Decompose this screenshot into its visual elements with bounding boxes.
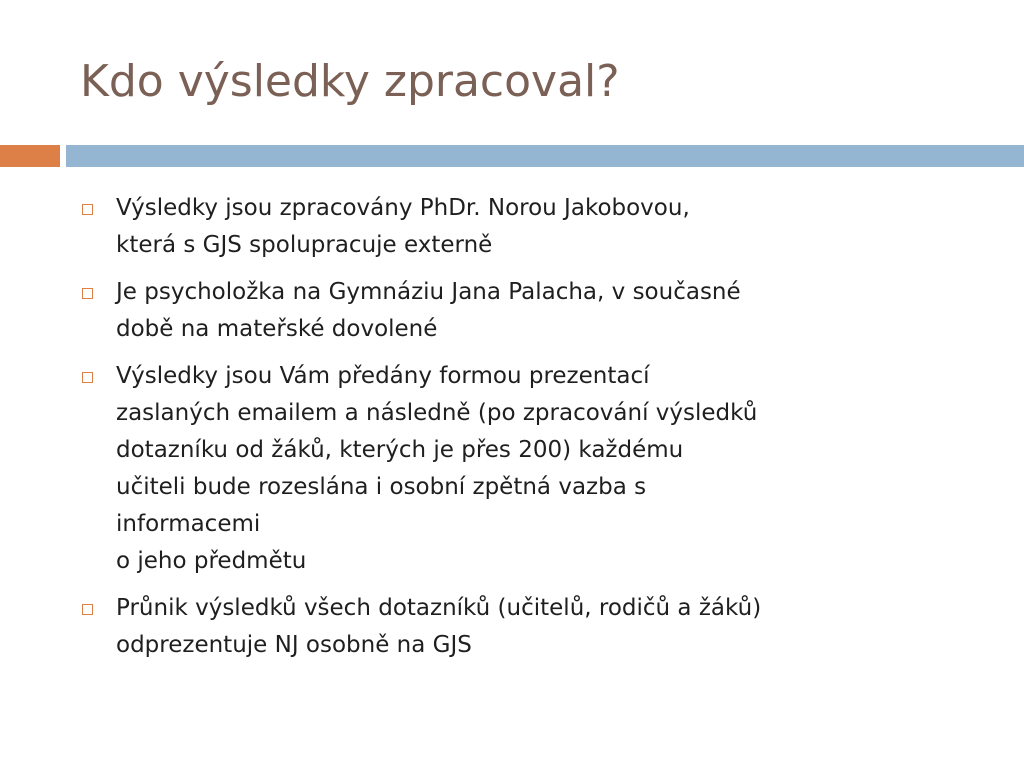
bullet-list bbox=[80, 190, 980, 674]
bullet-line: zaslaných emailem a následně (po zpracování výsledků bbox=[116, 400, 758, 426]
hollow-square-icon bbox=[82, 288, 93, 299]
bullet-item bbox=[80, 590, 980, 664]
bullet-line: o jeho předmětu bbox=[116, 548, 307, 574]
bullet-item bbox=[80, 358, 980, 580]
hollow-square-icon bbox=[82, 604, 93, 615]
bullet-item bbox=[80, 190, 980, 264]
hollow-square-icon bbox=[82, 372, 93, 383]
bullet-item bbox=[80, 274, 980, 348]
accent-band-blue bbox=[66, 145, 1024, 167]
bullet-line: Výsledky jsou Vám předány formou prezentací bbox=[116, 363, 650, 389]
bullet-line: informacemi bbox=[116, 511, 261, 537]
bullet-line: Je psycholožka na Gymnáziu Jana Palacha, v současné bbox=[116, 279, 741, 305]
hollow-square-icon bbox=[82, 204, 93, 215]
bullet-line: učiteli bude rozeslána i osobní zpětná vazba s bbox=[116, 474, 647, 500]
bullet-line: Průnik výsledků všech dotazníků (učitelů, rodičů a žáků) bbox=[116, 595, 762, 621]
bullet-line: odprezentuje NJ osobně na GJS bbox=[116, 632, 472, 658]
bullet-line: dotazníku od žáků, kterých je přes 200) každému bbox=[116, 437, 684, 463]
bullet-line: Výsledky jsou zpracovány PhDr. Norou Jakobovou, bbox=[116, 195, 690, 221]
bullet-line: době na mateřské dovolené bbox=[116, 316, 438, 342]
bullet-line: která s GJS spolupracuje externě bbox=[116, 232, 493, 258]
accent-band-orange bbox=[0, 145, 60, 167]
slide-title: Kdo výsledky zpracoval? bbox=[80, 56, 620, 107]
